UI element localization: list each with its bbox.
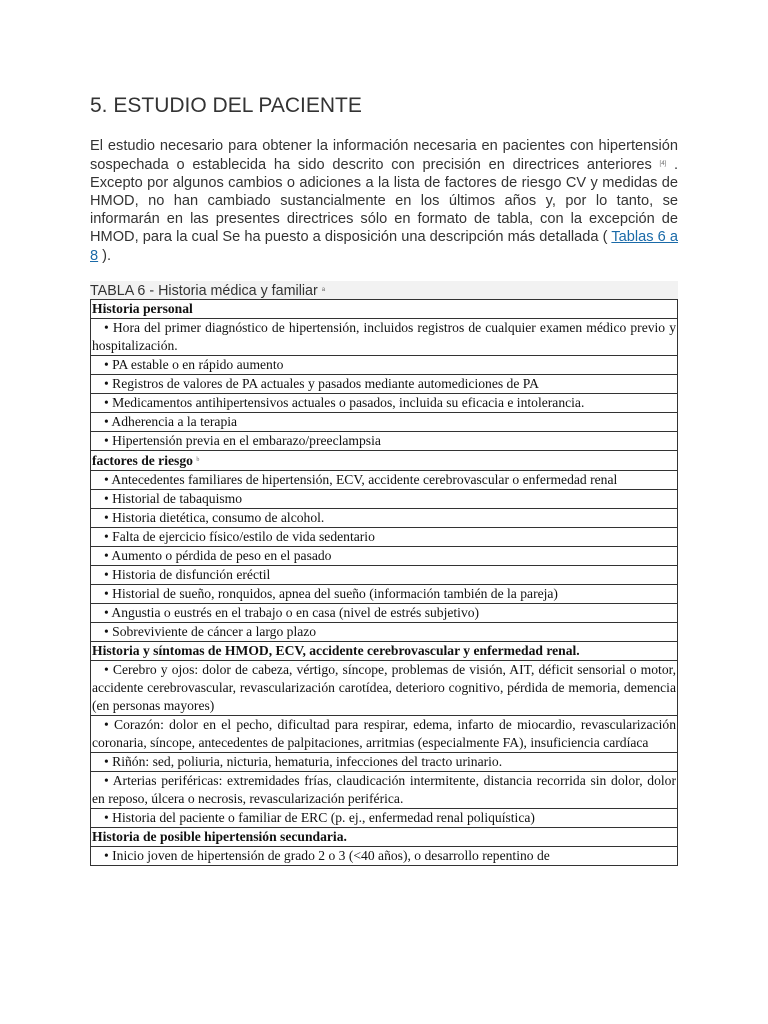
- table-row: [91, 375, 678, 394]
- intro-reference: [4]: [659, 161, 667, 168]
- table-row: [91, 809, 678, 828]
- table-row: [91, 528, 678, 547]
- section-heading-text: Historia y síntomas de HMOD, ECV, accidente cerebrovascular y enfermedad renal.: [92, 643, 580, 658]
- table-row: [91, 547, 678, 566]
- table-row: [91, 585, 678, 604]
- table-row: [91, 394, 678, 413]
- table-cell-item: • Aumento o pérdida de peso en el pasado: [91, 547, 678, 566]
- table-row: [91, 490, 678, 509]
- table-row: [91, 509, 678, 528]
- table-caption: [90, 281, 678, 299]
- table-caption-reference: a: [321, 287, 326, 293]
- table-cell-item: • Falta de ejercicio físico/estilo de vida sedentario: [91, 528, 678, 547]
- intro-paragraph: [90, 137, 678, 265]
- table-section-row: [91, 300, 678, 319]
- table-cell-item: • Historia dietética, consumo de alcohol.: [91, 509, 678, 528]
- table-row: [91, 772, 678, 809]
- table-row: [91, 623, 678, 642]
- table-row: [91, 604, 678, 623]
- section-heading-text: Historia de posible hipertensión secundaria.: [92, 829, 347, 844]
- table-row: [91, 566, 678, 585]
- table-section-row: [91, 451, 678, 471]
- table-row: [91, 661, 678, 716]
- table-row: [91, 413, 678, 432]
- table-cell-item: • Arterias periféricas: extremidades frías, claudicación intermitente, distancia recorrida sin dolor, dolor en reposo, úlcera o necrosis, revascularización periférica.: [91, 772, 678, 809]
- table-cell-item: • Adherencia a la terapia: [91, 413, 678, 432]
- intro-closing: ).: [98, 247, 112, 264]
- table-cell-item: • Corazón: dolor en el pecho, dificultad para respirar, edema, infarto de miocardio, revascularización coronaria, síncope, antecedentes de palpitaciones, arritmias (especialmente FA), insuficiencia cardíaca: [91, 716, 678, 753]
- section-heading-text: Historia personal: [92, 301, 193, 316]
- table-cell-item: • Historia del paciente o familiar de ERC (p. ej., enfermedad renal poliquística): [91, 809, 678, 828]
- intro-text-continued: . Excepto por algunos cambios o adiciones a la lista de factores de riesgo CV y medidas de HMOD, no han cambiado sustancialmente en los últimos años y, por lo tanto, se informarán en las presentes directrices sólo en formato de tabla, con la excepción de HMOD, para la cual Se ha puesto a disposición una descripción más detallada (: [90, 157, 679, 246]
- table-cell-item: • Registros de valores de PA actuales y pasados mediante automediciones de PA: [91, 375, 678, 394]
- section-heading-reference: b: [196, 457, 200, 463]
- section-heading: [91, 642, 678, 661]
- table-cell-item: • Riñón: sed, poliuria, nicturia, hematuria, infecciones del tracto urinario.: [91, 753, 678, 772]
- page-title: 5. ESTUDIO DEL PACIENTE: [90, 94, 362, 117]
- table-cell-item: • Hipertensión previa en el embarazo/preeclampsia: [91, 432, 678, 451]
- table-row: [91, 432, 678, 451]
- table-cell-item: • Cerebro y ojos: dolor de cabeza, vértigo, síncope, problemas de visión, AIT, déficit sensorial o motor, accidente cerebrovascular, revascularización carotídea, deterioro cognitivo, pérdida de memoria, demencia (en personas mayores): [91, 661, 678, 716]
- section-heading: [91, 300, 678, 319]
- table-row: [91, 356, 678, 375]
- table-cell-item: • Medicamentos antihipertensivos actuales o pasados, incluida su eficacia e intolerancia.: [91, 394, 678, 413]
- table-cell-item: • Sobreviviente de cáncer a largo plazo: [91, 623, 678, 642]
- section-heading: [91, 451, 678, 471]
- table-cell-item: • Historia de disfunción eréctil: [91, 566, 678, 585]
- intro-text: El estudio necesario para obtener la información necesaria en pacientes con hipertensión sospechada o establecida ha sido descrito con precisión en directrices anteriores: [90, 138, 678, 174]
- table-section-row: [91, 642, 678, 661]
- table-cell-item: • Historial de tabaquismo: [91, 490, 678, 509]
- table-row: [91, 753, 678, 772]
- table-cell-item: • Historial de sueño, ronquidos, apnea del sueño (información también de la pareja): [91, 585, 678, 604]
- table-cell-item: • Inicio joven de hipertensión de grado 2 o 3 (<40 años), o desarrollo repentino de: [91, 847, 678, 866]
- section-heading-text: factores de riesgo: [92, 453, 197, 468]
- table-row: [91, 847, 678, 866]
- table-caption-text: TABLA 6 - Historia médica y familiar: [90, 283, 322, 299]
- table-cell-item: • Hora del primer diagnóstico de hipertensión, incluidos registros de cualquier examen médico previo y hospitalización.: [91, 319, 678, 356]
- tables-link[interactable]: Tablas 6 a 8: [90, 229, 679, 264]
- table-section-row: [91, 828, 678, 847]
- section-heading: [91, 828, 678, 847]
- table-row: [91, 471, 678, 490]
- table-row: [91, 716, 678, 753]
- table-cell-item: • Antecedentes familiares de hipertensión, ECV, accidente cerebrovascular o enfermedad renal: [91, 471, 678, 490]
- medical-history-table: [90, 299, 678, 866]
- table-row: [91, 319, 678, 356]
- table-cell-item: • PA estable o en rápido aumento: [91, 356, 678, 375]
- table-cell-item: • Angustia o eustrés en el trabajo o en casa (nivel de estrés subjetivo): [91, 604, 678, 623]
